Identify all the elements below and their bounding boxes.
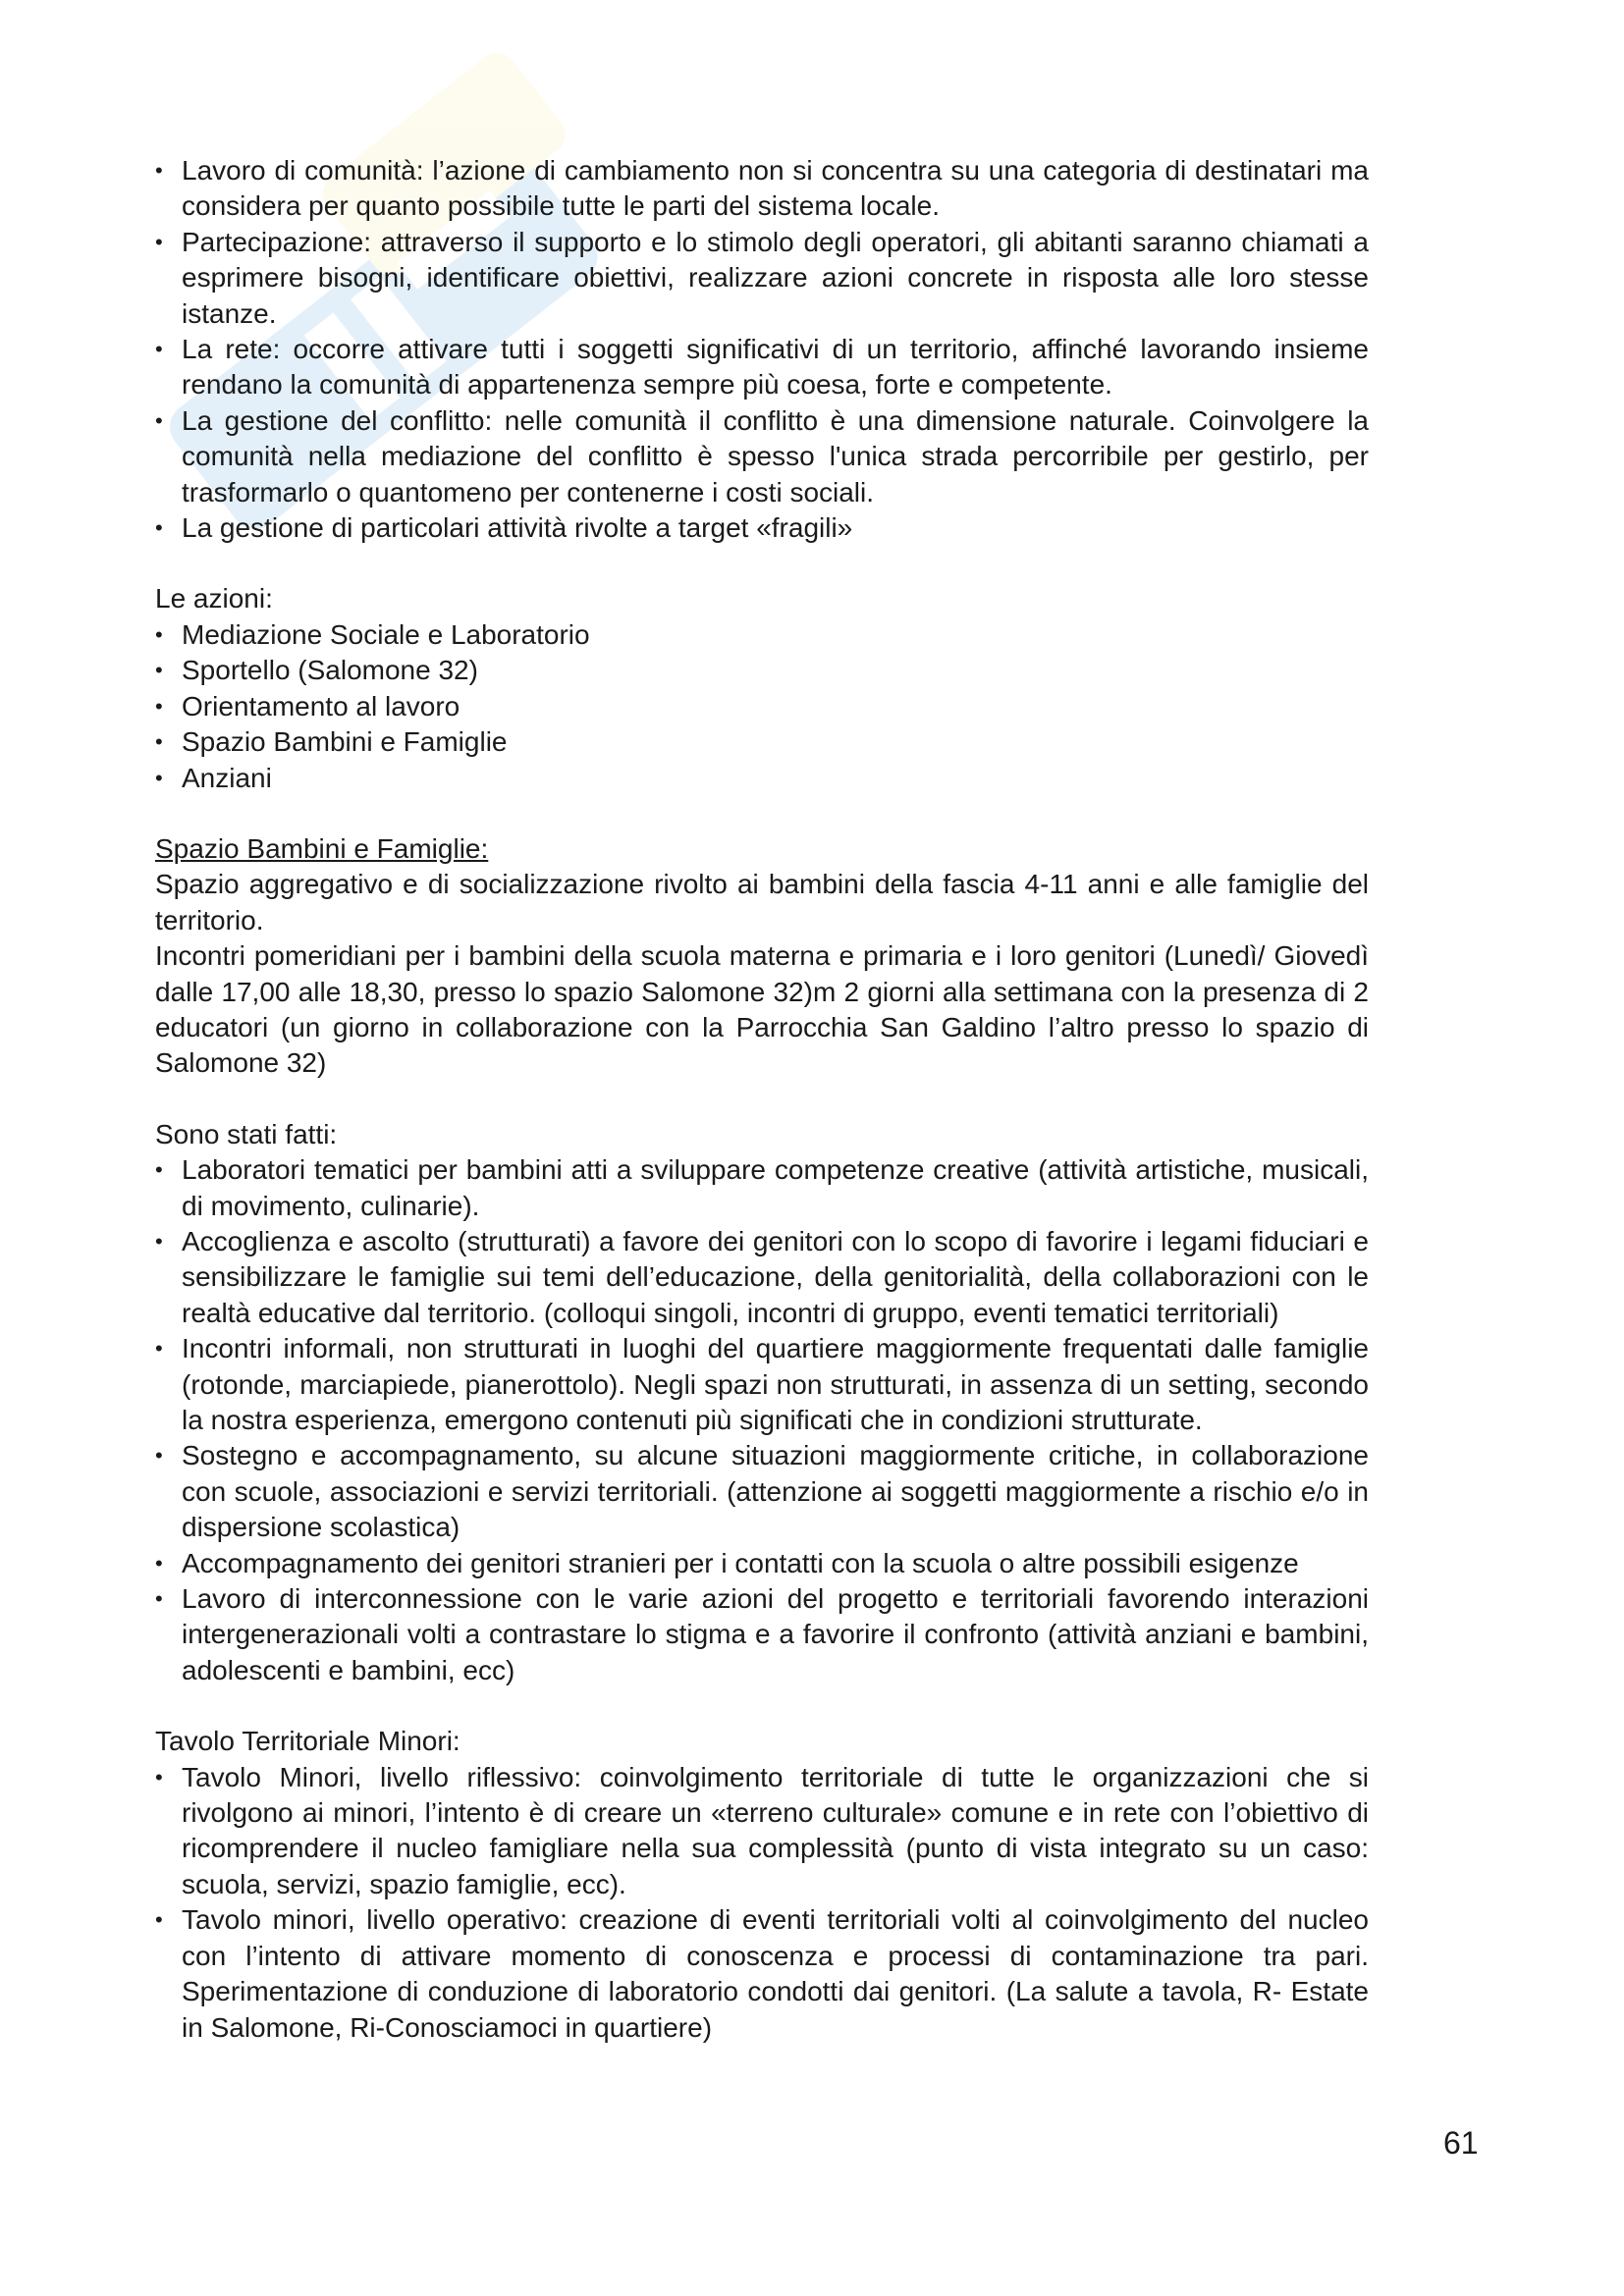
tavolo-list: [155, 1760, 1369, 2046]
list-item: • Incontri informali, non strutturati in luoghi del quartiere maggiormente frequentati dalle famiglie (rotonde, marciapiede, pianerottolo). Negli spazi non strutturati, in assenza di un setting, secondo la nostra esperienza, emergono contenuti più significati che in condizioni strutturate.: [155, 1331, 1369, 1438]
intro-bullet-list: [155, 153, 1369, 546]
list-item: • Accoglienza e ascolto (strutturati) a favore dei genitori con lo scopo di favorire i legami fiduciari e sensibilizzare le famiglie sui temi dell’educazione, della genitorialità, della collaborazioni con le realtà educative dal territorio. (colloqui singoli, incontri di gruppo, eventi tematici territoriali): [155, 1224, 1369, 1331]
list-item: • Mediazione Sociale e Laboratorio: [155, 617, 1369, 653]
tavolo-heading: Tavolo Territoriale Minori:: [155, 1726, 460, 1757]
list-item: • Accompagnamento dei genitori stranieri per i contatti con la scuola o altre possibili esigenze: [155, 1546, 1369, 1581]
fatti-list: [155, 1152, 1369, 1688]
list-item: • Orientamento al lavoro: [155, 689, 1369, 724]
page-number: 61: [1443, 2125, 1479, 2161]
list-item: • Tavolo Minori, livello riflessivo: coinvolgimento territoriale di tutte le organizzazioni che si rivolgono ai minori, l’intento è di creare un «terreno culturale» comune e in rete con l’obiettivo di ricomprendere il nucleo famigliare nella sua complessità (punto di vista integrato su un caso: scuola, servizi, spazio famiglie, ecc).: [155, 1760, 1369, 1903]
list-item: • Laboratori tematici per bambini atti a sviluppare competenze creative (attività artistiche, musicali, di movimento, culinarie).: [155, 1152, 1369, 1224]
spazio-paragraph-2: Incontri pomeridiani per i bambini della scuola materna e primaria e i loro genitori (Lunedì/ Giovedì dalle 17,00 alle 18,30, presso lo spazio Salomone 32)m 2 giorni alla settimana con la presenza di 2 educatori (un giorno in collaborazione con la Parrocchia San Galdino l’altro presso lo spazio di Salomone 32): [155, 940, 1369, 1079]
list-item: • La gestione di particolari attività rivolte a target «fragili»: [155, 510, 1369, 546]
list-item: • Spazio Bambini e Famiglie: [155, 724, 1369, 760]
list-item: • Sportello (Salomone 32): [155, 653, 1369, 688]
list-item: • Anziani: [155, 761, 1369, 796]
list-item: • Lavoro di comunità: l’azione di cambiamento non si concentra su una categoria di destinatari ma considera per quanto possibile tutte le parti del sistema locale.: [155, 153, 1369, 225]
list-item: • La gestione del conflitto: nelle comunità il conflitto è una dimensione naturale. Coinvolgere la comunità nella mediazione del conflitto è spesso l'unica strada percorribile per gestirlo, per trasformarlo o quantomeno per contenerne i costi sociali.: [155, 403, 1369, 510]
list-item: • La rete: occorre attivare tutti i soggetti significativi di un territorio, affinché lavorando insieme rendano la comunità di appartenenza sempre più coesa, forte e competente.: [155, 332, 1369, 403]
document-page: [155, 153, 1369, 2046]
azioni-list: [155, 617, 1369, 796]
azioni-heading: Le azioni:: [155, 583, 273, 614]
spazio-paragraph-1: Spazio aggregativo e di socializzazione rivolto ai bambini della fascia 4-11 anni e alle famiglie del territorio.: [155, 869, 1369, 935]
spazio-heading: Spazio Bambini e Famiglie:: [155, 832, 489, 864]
list-item: • Tavolo minori, livello operativo: creazione di eventi territoriali volti al coinvolgimento del nucleo con l’intento di attivare momento di conoscenza e processi di contaminazione tra pari. Sperimentazione di conduzione di laboratorio condotti dai genitori. (La salute a tavola, R- Estate in Salomone, Ri-Conosciamoci in quartiere): [155, 1902, 1369, 2046]
list-item: • Partecipazione: attraverso il supporto e lo stimolo degli operatori, gli abitanti saranno chiamati a esprimere bisogni, identificare obiettivi, realizzare azioni concrete in risposta alle loro stesse istanze.: [155, 225, 1369, 332]
list-item: • Lavoro di interconnessione con le varie azioni del progetto e territoriali favorendo interazioni intergenerazionali volti a contrastare lo stigma e a favorire il confronto (attività anziani e bambini, adolescenti e bambini, ecc): [155, 1581, 1369, 1688]
fatti-heading: Sono stati fatti:: [155, 1118, 338, 1149]
list-item: • Sostegno e accompagnamento, su alcune situazioni maggiormente critiche, in collaborazione con scuole, associazioni e servizi territoriali. (attenzione ai soggetti maggiormente a rischio e/o in dispersione scolastica): [155, 1438, 1369, 1545]
